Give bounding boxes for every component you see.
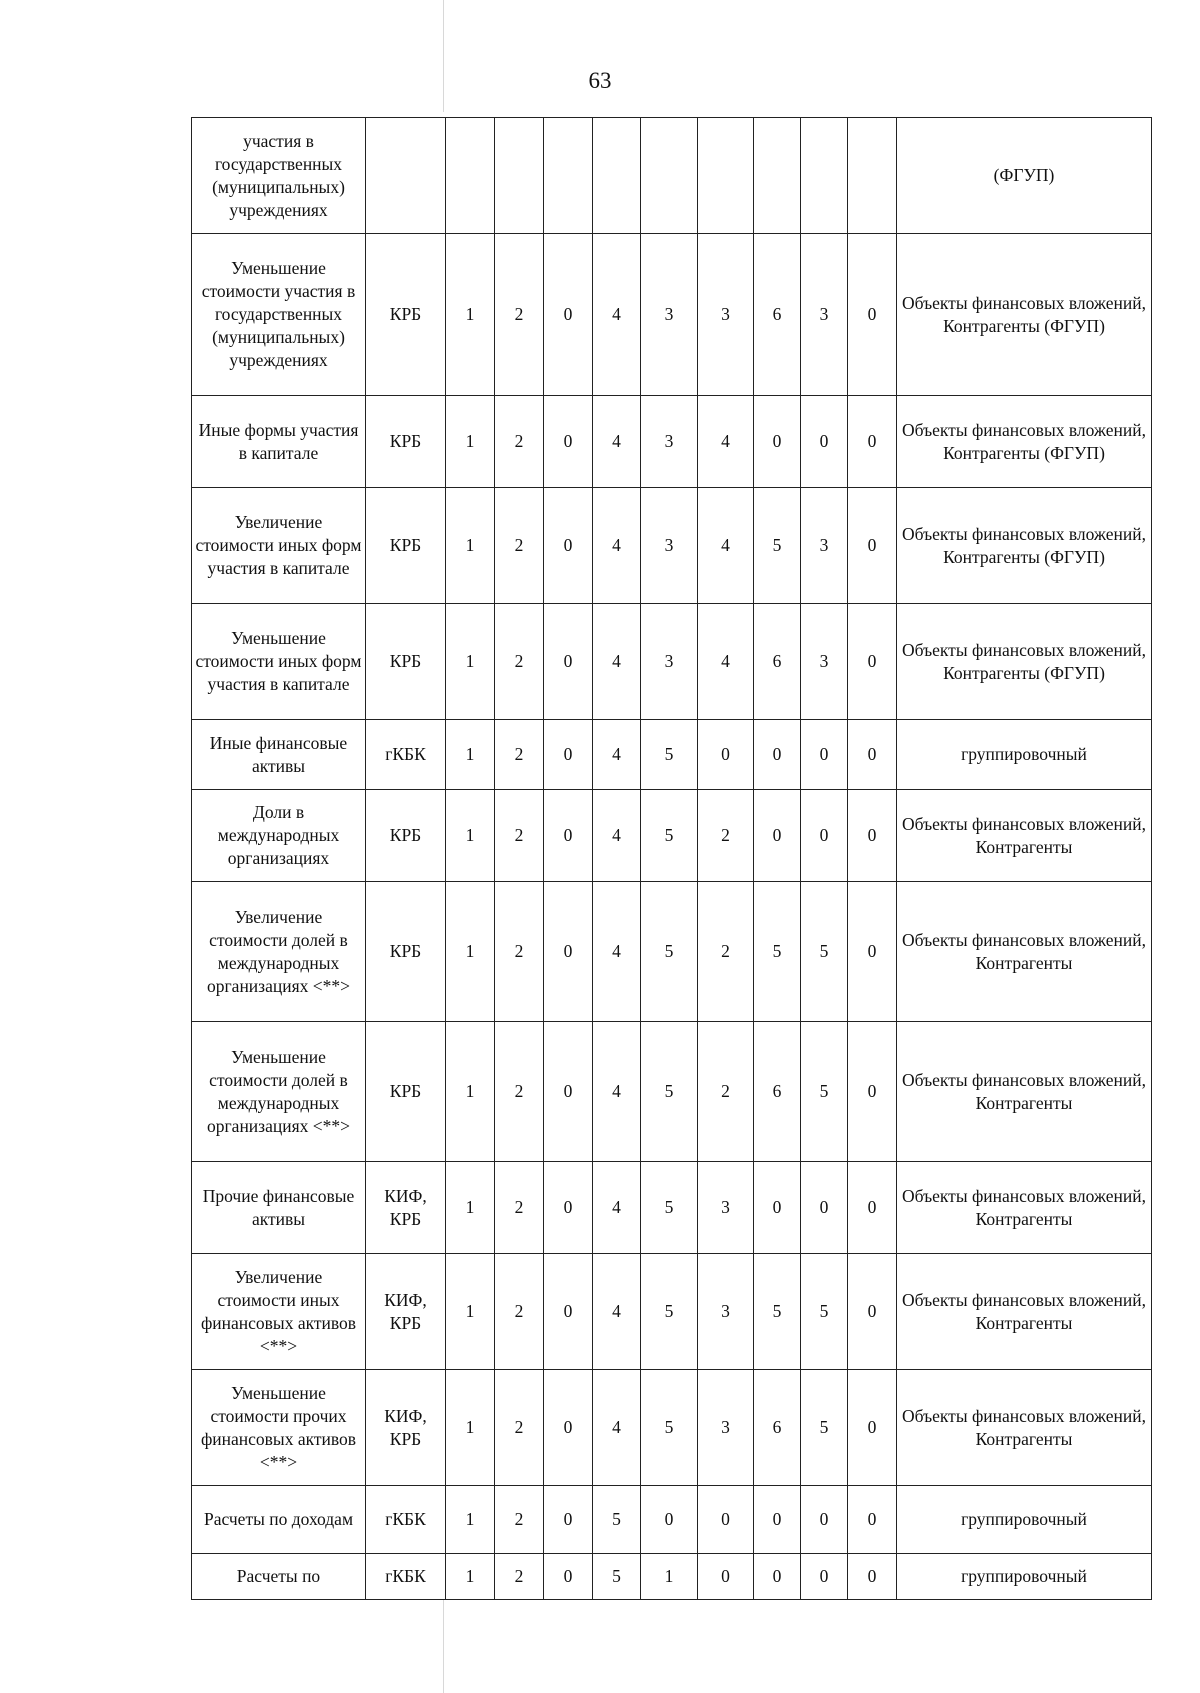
code-digit-cell: 0 xyxy=(801,1162,848,1254)
table-row xyxy=(192,118,1152,234)
row-source-cell: гКБК xyxy=(366,1554,446,1600)
code-digit-cell: 4 xyxy=(593,396,641,488)
code-digit-cell xyxy=(593,118,641,234)
code-digit-cell: 0 xyxy=(544,882,593,1022)
code-digit-cell: 2 xyxy=(495,1022,544,1162)
code-digit-cell xyxy=(848,118,897,234)
code-digit-cell: 1 xyxy=(446,234,495,396)
code-digit-cell: 4 xyxy=(593,1254,641,1370)
code-digit-cell: 1 xyxy=(446,488,495,604)
code-digit-cell: 0 xyxy=(848,1022,897,1162)
code-digit-cell: 4 xyxy=(593,234,641,396)
code-digit-cell xyxy=(446,118,495,234)
code-digit-cell: 4 xyxy=(698,396,754,488)
row-analytics-cell: Объекты финансовых вложений, Контрагенты (ФГУП) xyxy=(897,234,1152,396)
code-digit-cell: 0 xyxy=(848,1486,897,1554)
code-digit-cell: 0 xyxy=(848,1370,897,1486)
code-digit-cell: 6 xyxy=(754,234,801,396)
code-digit-cell: 1 xyxy=(641,1554,698,1600)
code-digit-cell: 0 xyxy=(848,234,897,396)
row-name-cell: Доли в международных организациях xyxy=(192,790,366,882)
row-source-cell: КИФ, КРБ xyxy=(366,1162,446,1254)
row-source-cell: КРБ xyxy=(366,1022,446,1162)
code-digit-cell: 5 xyxy=(754,1254,801,1370)
row-analytics-cell: Объекты финансовых вложений, Контрагенты (ФГУП) xyxy=(897,604,1152,720)
code-digit-cell: 2 xyxy=(495,1554,544,1600)
code-digit-cell: 0 xyxy=(754,396,801,488)
code-digit-cell: 0 xyxy=(848,396,897,488)
code-digit-cell: 2 xyxy=(495,1370,544,1486)
code-digit-cell: 4 xyxy=(593,1022,641,1162)
code-digit-cell: 0 xyxy=(848,488,897,604)
row-source-cell: КИФ, КРБ xyxy=(366,1370,446,1486)
row-source-cell: КРБ xyxy=(366,790,446,882)
code-digit-cell: 1 xyxy=(446,1254,495,1370)
code-digit-cell: 3 xyxy=(801,604,848,720)
code-digit-cell: 2 xyxy=(698,1022,754,1162)
code-digit-cell xyxy=(544,118,593,234)
code-digit-cell: 0 xyxy=(848,1554,897,1600)
row-source-cell: КРБ xyxy=(366,604,446,720)
code-digit-cell: 1 xyxy=(446,1162,495,1254)
code-digit-cell xyxy=(698,118,754,234)
code-digit-cell: 0 xyxy=(754,1554,801,1600)
scan-artifact-line xyxy=(443,1600,444,1693)
code-digit-cell: 3 xyxy=(698,234,754,396)
row-name-cell: Прочие финансовые активы xyxy=(192,1162,366,1254)
code-digit-cell: 5 xyxy=(754,882,801,1022)
row-source-cell xyxy=(366,118,446,234)
code-digit-cell: 6 xyxy=(754,1022,801,1162)
code-digit-cell: 2 xyxy=(495,790,544,882)
table-row xyxy=(192,1370,1152,1486)
row-analytics-cell: Объекты финансовых вложений, Контрагенты (ФГУП) xyxy=(897,488,1152,604)
code-digit-cell: 4 xyxy=(593,882,641,1022)
row-analytics-cell: Объекты финансовых вложений, Контрагенты xyxy=(897,1254,1152,1370)
code-digit-cell xyxy=(801,118,848,234)
row-analytics-cell: группировочный xyxy=(897,1486,1152,1554)
code-digit-cell: 2 xyxy=(495,488,544,604)
code-digit-cell: 2 xyxy=(495,396,544,488)
row-name-cell: Увеличение стоимости иных форм участия в капитале xyxy=(192,488,366,604)
code-digit-cell: 0 xyxy=(544,1486,593,1554)
row-name-cell: Иные финансовые активы xyxy=(192,720,366,790)
code-digit-cell: 4 xyxy=(698,488,754,604)
code-digit-cell: 3 xyxy=(641,488,698,604)
row-name-cell: Уменьшение стоимости иных форм участия в капитале xyxy=(192,604,366,720)
code-digit-cell: 1 xyxy=(446,1370,495,1486)
table-row xyxy=(192,1162,1152,1254)
code-digit-cell: 0 xyxy=(544,604,593,720)
row-analytics-cell: Объекты финансовых вложений, Контрагенты xyxy=(897,1370,1152,1486)
code-digit-cell: 0 xyxy=(698,1486,754,1554)
code-digit-cell: 3 xyxy=(801,234,848,396)
code-digit-cell: 0 xyxy=(801,1486,848,1554)
code-digit-cell: 2 xyxy=(495,604,544,720)
code-digit-cell: 5 xyxy=(641,1370,698,1486)
code-digit-cell: 1 xyxy=(446,1486,495,1554)
row-analytics-cell: Объекты финансовых вложений, Контрагенты xyxy=(897,1022,1152,1162)
row-source-cell: гКБК xyxy=(366,1486,446,1554)
code-digit-cell: 4 xyxy=(593,604,641,720)
row-source-cell: КРБ xyxy=(366,234,446,396)
code-digit-cell: 1 xyxy=(446,396,495,488)
code-digit-cell: 3 xyxy=(698,1254,754,1370)
code-digit-cell: 6 xyxy=(754,604,801,720)
code-digit-cell: 0 xyxy=(698,720,754,790)
code-digit-cell: 0 xyxy=(754,1162,801,1254)
row-source-cell: КРБ xyxy=(366,488,446,604)
code-digit-cell: 3 xyxy=(641,234,698,396)
code-digit-cell: 4 xyxy=(698,604,754,720)
account-codes-table xyxy=(191,117,1152,1600)
table-row xyxy=(192,396,1152,488)
code-digit-cell: 0 xyxy=(544,720,593,790)
row-name-cell: участия в государственных (муниципальных) учреждениях xyxy=(192,118,366,234)
code-digit-cell: 0 xyxy=(544,234,593,396)
code-digit-cell: 1 xyxy=(446,720,495,790)
code-digit-cell: 0 xyxy=(848,720,897,790)
code-digit-cell: 0 xyxy=(544,790,593,882)
code-digit-cell xyxy=(495,118,544,234)
code-digit-cell: 3 xyxy=(698,1162,754,1254)
code-digit-cell: 5 xyxy=(641,882,698,1022)
code-digit-cell: 3 xyxy=(641,396,698,488)
table-row xyxy=(192,790,1152,882)
row-analytics-cell: Объекты финансовых вложений, Контрагенты xyxy=(897,882,1152,1022)
page-number: 63 xyxy=(588,68,612,93)
code-digit-cell: 0 xyxy=(848,882,897,1022)
table-row xyxy=(192,882,1152,1022)
code-digit-cell: 2 xyxy=(495,1162,544,1254)
row-name-cell: Уменьшение стоимости участия в государственных (муниципальных) учреждениях xyxy=(192,234,366,396)
code-digit-cell: 5 xyxy=(801,1022,848,1162)
code-digit-cell xyxy=(641,118,698,234)
row-source-cell: КРБ xyxy=(366,396,446,488)
code-digit-cell: 0 xyxy=(544,488,593,604)
row-name-cell: Увеличение стоимости иных финансовых активов <**> xyxy=(192,1254,366,1370)
row-name-cell: Расчеты по xyxy=(192,1554,366,1600)
code-digit-cell: 3 xyxy=(698,1370,754,1486)
code-digit-cell: 1 xyxy=(446,1022,495,1162)
table-row xyxy=(192,1486,1152,1554)
code-digit-cell: 5 xyxy=(754,488,801,604)
table-row xyxy=(192,234,1152,396)
code-digit-cell: 5 xyxy=(593,1486,641,1554)
code-digit-cell: 5 xyxy=(641,1162,698,1254)
code-digit-cell: 0 xyxy=(801,790,848,882)
code-digit-cell: 2 xyxy=(495,1254,544,1370)
row-source-cell: КРБ xyxy=(366,882,446,1022)
table-row xyxy=(192,1254,1152,1370)
row-analytics-cell: группировочный xyxy=(897,1554,1152,1600)
code-digit-cell: 0 xyxy=(544,1022,593,1162)
table-row xyxy=(192,1554,1152,1600)
scan-artifact-line xyxy=(443,0,444,112)
table-row xyxy=(192,720,1152,790)
code-digit-cell: 2 xyxy=(698,882,754,1022)
code-digit-cell: 5 xyxy=(801,1254,848,1370)
code-digit-cell: 0 xyxy=(754,790,801,882)
row-name-cell: Уменьшение стоимости прочих финансовых активов <**> xyxy=(192,1370,366,1486)
code-digit-cell xyxy=(754,118,801,234)
code-digit-cell: 0 xyxy=(544,396,593,488)
code-digit-cell: 1 xyxy=(446,1554,495,1600)
table-row xyxy=(192,1022,1152,1162)
code-digit-cell: 0 xyxy=(848,1254,897,1370)
code-digit-cell: 5 xyxy=(593,1554,641,1600)
code-digit-cell: 3 xyxy=(641,604,698,720)
code-digit-cell: 4 xyxy=(593,1370,641,1486)
code-digit-cell: 4 xyxy=(593,790,641,882)
row-source-cell: гКБК xyxy=(366,720,446,790)
code-digit-cell: 0 xyxy=(544,1254,593,1370)
table-row xyxy=(192,604,1152,720)
code-digit-cell: 5 xyxy=(641,1022,698,1162)
code-digit-cell: 4 xyxy=(593,488,641,604)
code-digit-cell: 0 xyxy=(848,1162,897,1254)
code-digit-cell: 5 xyxy=(641,720,698,790)
code-digit-cell: 2 xyxy=(698,790,754,882)
row-analytics-cell: Объекты финансовых вложений, Контрагенты (ФГУП) xyxy=(897,396,1152,488)
code-digit-cell: 0 xyxy=(544,1162,593,1254)
code-digit-cell: 5 xyxy=(801,882,848,1022)
code-digit-cell: 0 xyxy=(801,396,848,488)
code-digit-cell: 1 xyxy=(446,882,495,1022)
row-analytics-cell: (ФГУП) xyxy=(897,118,1152,234)
code-digit-cell: 1 xyxy=(446,790,495,882)
row-analytics-cell: Объекты финансовых вложений, Контрагенты xyxy=(897,1162,1152,1254)
code-digit-cell: 2 xyxy=(495,234,544,396)
row-analytics-cell: Объекты финансовых вложений, Контрагенты xyxy=(897,790,1152,882)
row-name-cell: Уменьшение стоимости долей в международных организациях <**> xyxy=(192,1022,366,1162)
code-digit-cell: 0 xyxy=(641,1486,698,1554)
code-digit-cell: 2 xyxy=(495,882,544,1022)
code-digit-cell: 0 xyxy=(544,1554,593,1600)
row-source-cell: КИФ, КРБ xyxy=(366,1254,446,1370)
code-digit-cell: 3 xyxy=(801,488,848,604)
code-digit-cell: 1 xyxy=(446,604,495,720)
code-digit-cell: 4 xyxy=(593,1162,641,1254)
code-digit-cell: 0 xyxy=(801,1554,848,1600)
row-name-cell: Увеличение стоимости долей в международных организациях <**> xyxy=(192,882,366,1022)
code-digit-cell: 0 xyxy=(698,1554,754,1600)
row-analytics-cell: группировочный xyxy=(897,720,1152,790)
code-digit-cell: 5 xyxy=(641,1254,698,1370)
code-digit-cell: 5 xyxy=(641,790,698,882)
code-digit-cell: 0 xyxy=(754,1486,801,1554)
code-digit-cell: 6 xyxy=(754,1370,801,1486)
code-digit-cell: 2 xyxy=(495,1486,544,1554)
code-digit-cell: 5 xyxy=(801,1370,848,1486)
code-digit-cell: 4 xyxy=(593,720,641,790)
code-digit-cell: 0 xyxy=(801,720,848,790)
code-digit-cell: 0 xyxy=(544,1370,593,1486)
code-digit-cell: 0 xyxy=(848,604,897,720)
code-digit-cell: 2 xyxy=(495,720,544,790)
table-row xyxy=(192,488,1152,604)
code-digit-cell: 0 xyxy=(848,790,897,882)
code-digit-cell: 0 xyxy=(754,720,801,790)
row-name-cell: Расчеты по доходам xyxy=(192,1486,366,1554)
row-name-cell: Иные формы участия в капитале xyxy=(192,396,366,488)
